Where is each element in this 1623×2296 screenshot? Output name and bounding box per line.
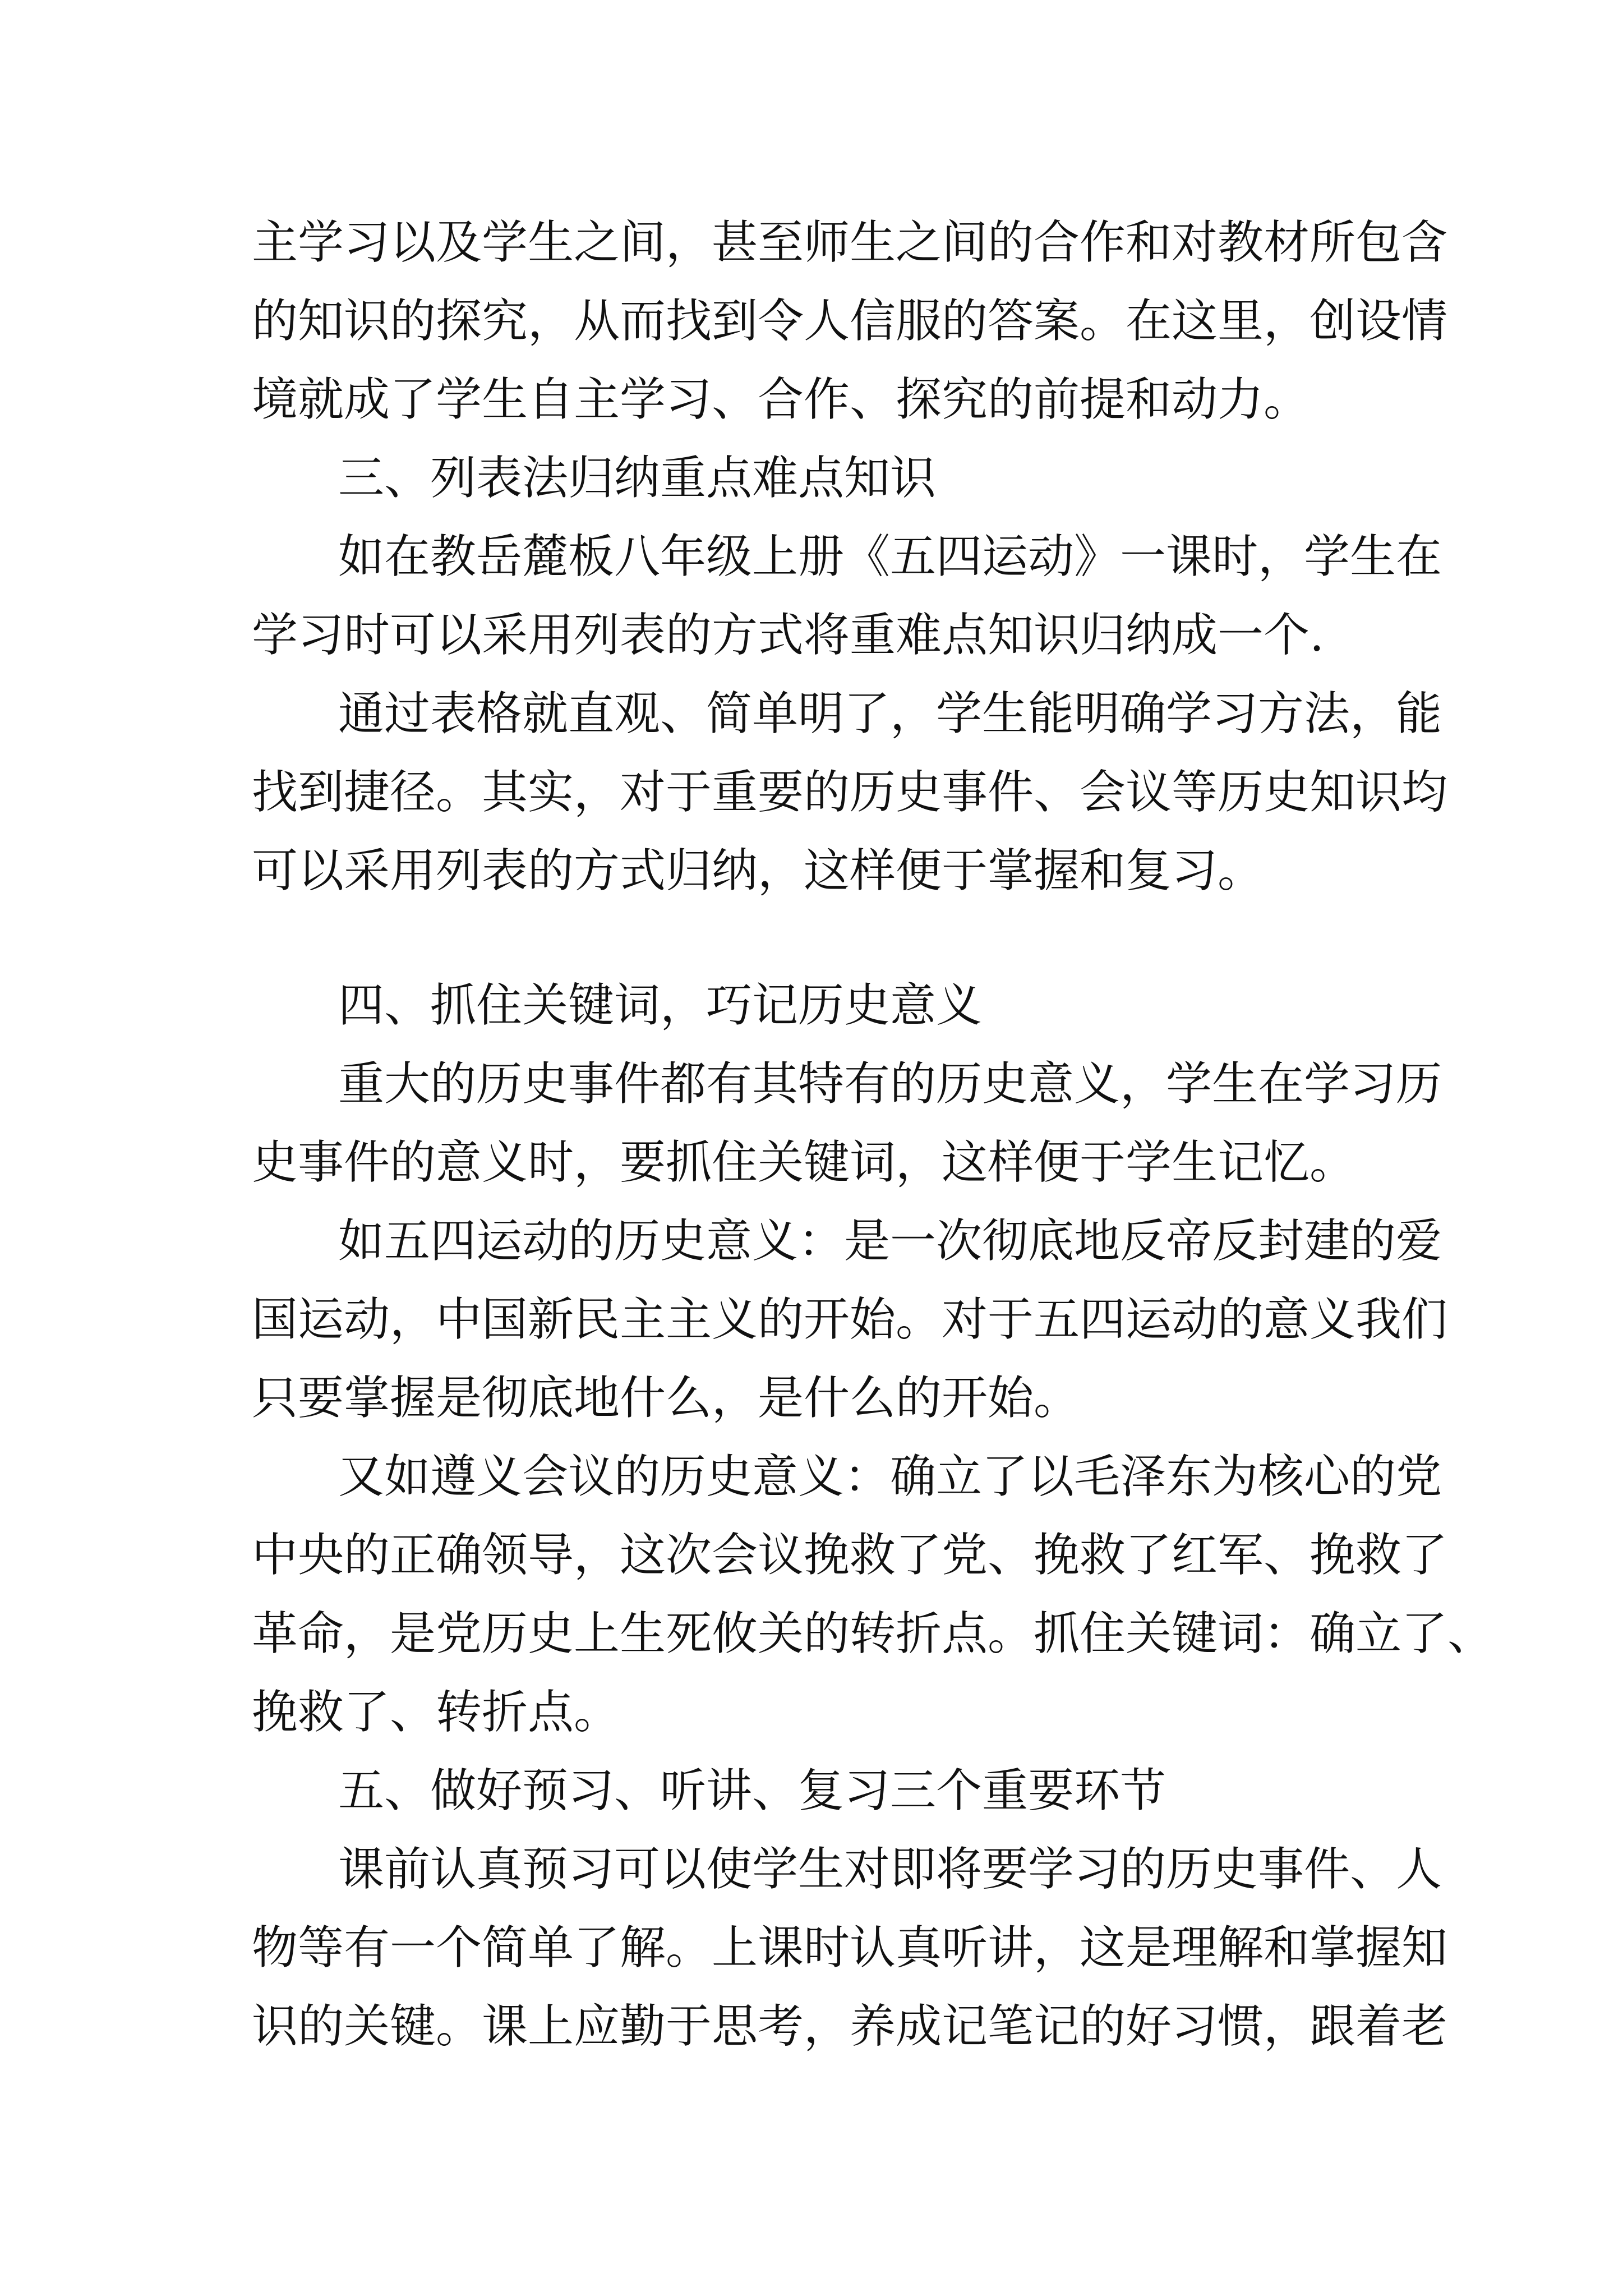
- text-line: 只要掌握是彻底地什么，是什么的开始。: [252, 1372, 1080, 1425]
- text-line: 找到捷径。其实，对于重要的历史事件、会议等历史知识均: [252, 766, 1448, 819]
- text-line: 境就成了学生自主学习、合作、探究的前提和动力。: [252, 373, 1310, 426]
- text-line: 可以采用列表的方式归纳，这样便于掌握和复习。: [252, 844, 1264, 898]
- text-line: 革命，是党历史上生死攸关的转折点。抓住关键词：确立了、: [252, 1607, 1494, 1660]
- text-line: 又如遵义会议的历史意义：确立了以毛泽东为核心的党: [338, 1450, 1442, 1503]
- text-line: 重大的历史事件都有其特有的历史意义，学生在学习历: [338, 1057, 1442, 1111]
- text-line: 学习时可以采用列表的方式将重难点知识归纳成一个.: [252, 609, 1325, 662]
- text-line: 的知识的探究，从而找到令人信服的答案。在这里，创设情: [252, 295, 1448, 348]
- text-line: 如在教岳麓板八年级上册《五四运动》一课时，学生在: [338, 530, 1442, 583]
- text-line: 中央的正确领导，这次会议挽救了党、挽救了红军、挽救了: [252, 1529, 1448, 1582]
- section-heading: 四、抓住关键词，巧记历史意义: [338, 979, 983, 1032]
- section-heading: 五、做好预习、听讲、复习三个重要环节: [338, 1764, 1166, 1818]
- text-line: 国运动，中国新民主主义的开始。对于五四运动的意义我们: [252, 1293, 1448, 1346]
- text-line: 如五四运动的历史意义：是一次彻底地反帝反封建的爱: [338, 1214, 1442, 1268]
- text-line: 通过表格就直观、简单明了，学生能明确学习方法，能: [338, 687, 1442, 740]
- section-heading: 三、列表法归纳重点难点知识: [338, 452, 937, 505]
- text-line: 挽救了、转折点。: [252, 1686, 620, 1739]
- text-line: 课前认真预习可以使学生对即将要学习的历史事件、人: [338, 1843, 1442, 1896]
- text-line: 识的关键。课上应勤于思考，养成记笔记的好习惯，跟着老: [252, 2000, 1448, 2053]
- text-line: 史事件的意义时，要抓住关键词，这样便于学生记忆。: [252, 1136, 1356, 1189]
- text-line: 主学习以及学生之间，甚至师生之间的合作和对教材所包含: [252, 216, 1448, 269]
- text-line: 物等有一个简单了解。上课时认真听讲，这是理解和掌握知: [252, 1921, 1448, 1975]
